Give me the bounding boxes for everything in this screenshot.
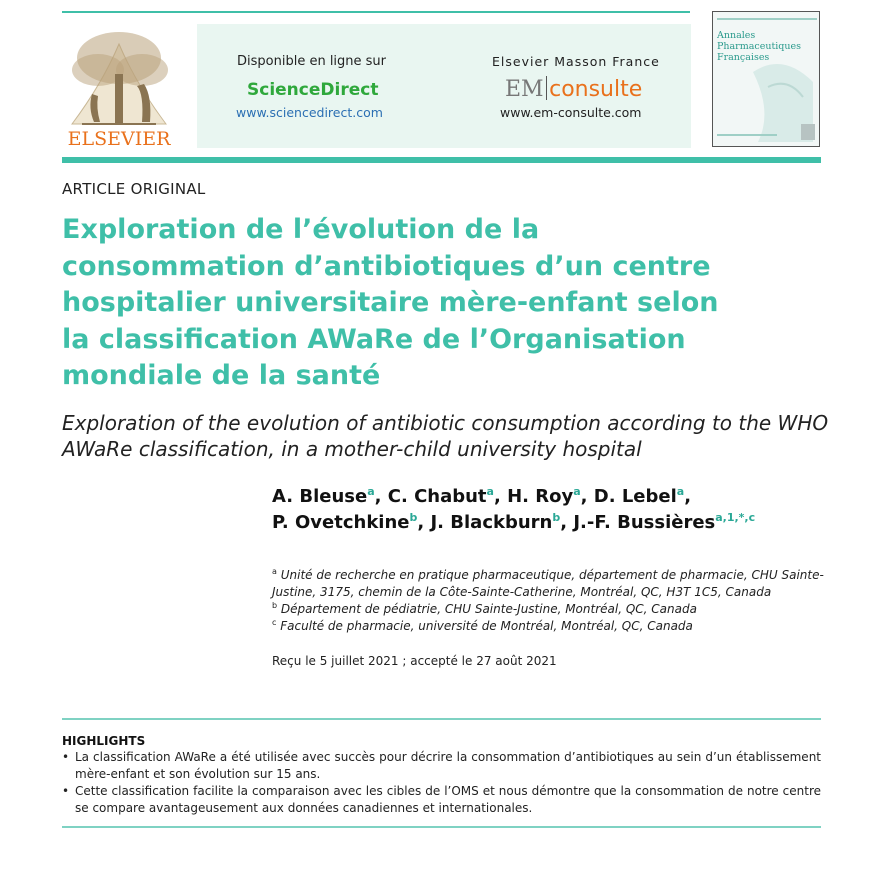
highlight-item: • La classification AWaRe a été utilisée avec succès pour décrire la consommation d’antibiotiques au sein d’un établissement mère-enfant et son évolution sur 15 ans. (62, 749, 821, 783)
article-type: ARTICLE ORIGINAL (62, 180, 206, 198)
received-accepted-dates: Reçu le 5 juillet 2021 ; accepté le 27 août 2021 (272, 654, 557, 668)
author-name[interactable]: J.-F. Bussières (573, 512, 716, 533)
journal-cover-title: Annales Pharmaceutiques Françaises (717, 30, 802, 63)
affiliation-item (272, 618, 832, 635)
author-list: A. Bleuse$^a$, C. Chabut$^a$, H. Roy$^a$, D. Lebel$^a$, P. Ovetchkine$^b$, J. Blackburn$^b$, J.-F. Bussières$^{a,1,*,c}$ (272, 485, 756, 533)
author-name[interactable]: D. Lebel (593, 486, 677, 507)
publisher-name: Elsevier Masson France (492, 54, 660, 69)
affiliation-item (272, 601, 832, 618)
author-name[interactable]: C. Chabut (387, 486, 487, 507)
author-affil-ref[interactable]: a,1,*,c (715, 511, 756, 524)
author-name[interactable]: H. Roy (507, 486, 574, 507)
article-subtitle: Exploration of the evolution of antibiotic consumption according to the WHO AWaRe classification, in a mother-child university hospital (62, 411, 829, 461)
top-rule (62, 11, 690, 13)
em-logo-left: EM (505, 77, 544, 102)
highlights-top-rule (62, 718, 821, 720)
affiliations (272, 567, 832, 635)
author-affil-ref[interactable]: b (409, 511, 418, 524)
author-affil-ref[interactable]: b (552, 511, 561, 524)
em-consulte-link[interactable]: www.em-consulte.com (500, 105, 642, 120)
sciencedirect-link[interactable]: www.sciencedirect.com (236, 105, 383, 120)
header-rule (62, 157, 821, 163)
author-affil-ref[interactable]: a (573, 485, 581, 498)
elsevier-wordmark: ELSEVIER (67, 128, 171, 150)
affiliation-item (272, 567, 832, 601)
author-name[interactable]: A. Bleuse (272, 486, 368, 507)
em-logo-divider (546, 76, 548, 100)
highlights-list (62, 749, 821, 817)
author-name[interactable]: P. Ovetchkine (272, 512, 410, 533)
sciencedirect-logo[interactable]: ScienceDirect (247, 80, 379, 100)
affiliation-text: Unité de recherche en pratique pharmaceutique, département de pharmacie, CHU Sainte-Justine, 3175, chemin de la Côte-Sainte-Catherine, Montréal, QC, H3T 1C5, Canada (272, 568, 824, 599)
author-affil-ref[interactable]: a (676, 485, 685, 498)
affiliation-key: a (272, 567, 277, 576)
article-title: Exploration de l’évolution de la consommation d’antibiotiques d’un centre hospitalier universitaire mère-enfant selon la classification AWaRe de l’Organisation mondiale de la santé (62, 214, 719, 391)
highlight-item: • Cette classification facilite la comparaison avec les cibles de l’OMS et nous démontre que la consommation de notre centre se compare avantageusement aux données canadiennes et internationales. (62, 783, 821, 817)
affiliation-key: b (272, 601, 278, 610)
highlights-bottom-rule (62, 826, 821, 828)
em-consulte-logo[interactable] (505, 76, 642, 102)
author-affil-ref[interactable]: a (367, 485, 375, 498)
em-logo-right: consulte (549, 77, 643, 102)
highlights-heading: HIGHLIGHTS (62, 734, 146, 748)
affiliation-text: Faculté de pharmacie, université de Montréal, Montréal, QC, Canada (280, 619, 693, 633)
author-affil-ref[interactable]: a (486, 485, 494, 498)
affiliation-key: c (272, 618, 277, 627)
available-online-label: Disponible en ligne sur (237, 54, 387, 69)
affiliation-text: Département de pédiatrie, CHU Sainte-Justine, Montréal, QC, Canada (280, 602, 697, 616)
author-name[interactable]: J. Blackburn (430, 512, 553, 533)
journal-cover (712, 11, 820, 147)
